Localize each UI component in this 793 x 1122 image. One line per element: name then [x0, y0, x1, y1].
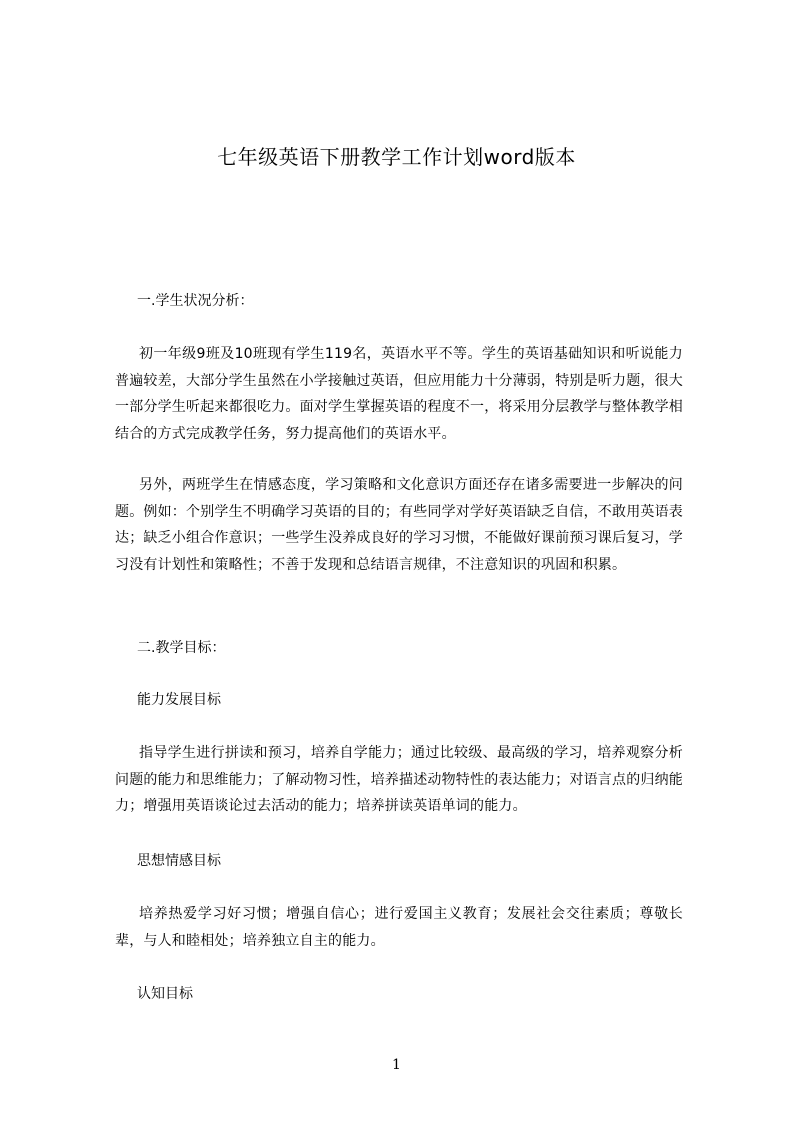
section-heading-teaching-goals: 二.教学目标： [137, 640, 226, 656]
subheading-ability-goals: 能力发展目标 [137, 692, 221, 708]
section-heading-student-analysis: 一.学生状况分析： [137, 293, 254, 309]
page-number: 1 [392, 1057, 401, 1073]
paragraph-ability-goals: 指导学生进行拼读和预习，培养自学能力；通过比较级、最高级的学习，培养观察分析问题的能力和思维能力；了解动物习性，培养描述动物特性的表达能力；对语言点的归纳能力；增强用英语谈论过去活动的能力；培养拼读英语单词的能力。 [115, 745, 683, 814]
document-title: 七年级英语下册教学工作计划word版本 [217, 145, 576, 169]
subheading-emotion-goals: 思想情感目标 [137, 853, 221, 869]
paragraph-student-problems: 另外，两班学生在情感态度，学习策略和文化意识方面还存在诸多需要进一步解决的问题。例如：个别学生不明确学习英语的目的；有些同学对学好英语缺乏自信，不敢用英语表达；缺乏小组合作意识；一些学生没养成良好的学习习惯，不能做好课前预习课后复习，学习没有计划性和策略性；不善于发现和总结语言规律，不注意知识的巩固和积累。 [115, 477, 683, 573]
subheading-cognitive-goals: 认知目标 [137, 986, 193, 1002]
paragraph-student-overview: 初一年级9班及10班现有学生119名，英语水平不等。学生的英语基础知识和听说能力普遍较差，大部分学生虽然在小学接触过英语，但应用能力十分薄弱，特别是听力题，很大一部分学生听起来都很吃力。面对学生掌握英语的程度不一，将采用分层教学与整体教学相结合的方式完成教学任务，努力提高他们的英语水平。 [115, 346, 683, 442]
paragraph-emotion-goals: 培养热爱学习好习惯；增强自信心；进行爱国主义教育；发展社会交往素质；尊敬长辈，与人和睦相处；培养独立自主的能力。 [115, 906, 683, 949]
